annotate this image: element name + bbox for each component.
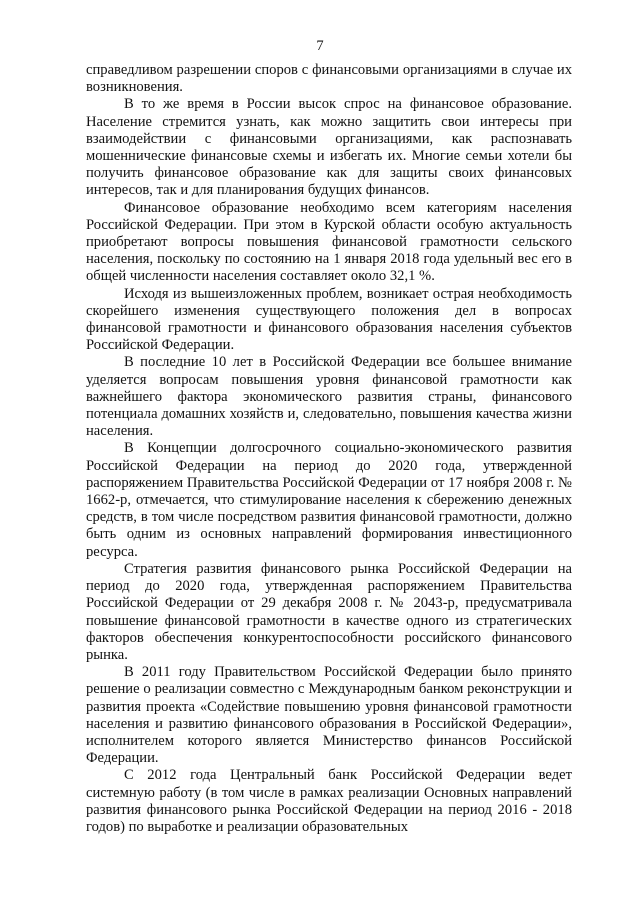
paragraph-continuation: справедливом разрешении споров с финансовыми организациями в случае их возникновения. [86, 62, 572, 96]
paragraph-concept-2020: В Концепции долгосрочного социально-экономического развития Российской Федерации на период до 2020 года, утвержденной распоряжением Правительства Российской Федерации от 17 ноября 2008 г. № 1662-р, отмечается, что стимулирование населения к сбережению денежных средств, в том числе посредством развития финансовой грамотности, должно быть одним из основных направлений формирования инвестиционного ресурса. [86, 440, 572, 560]
document-body [86, 62, 572, 836]
paragraph-kursk-rural-population: Финансовое образование необходимо всем категориям населения Российской Федерации. При этом в Курской области особую актуальность приобретают вопросы повышения финансовой грамотности сельского населения, поскольку по состоянию на 1 января 2018 года удельный вес его в общей численности населения составляет около 32,1 %. [86, 199, 572, 285]
paragraph-strategy-2020: Стратегия развития финансового рынка Российской Федерации на период до 2020 года, утвержденная распоряжением Правительства Российской Федерации от 29 декабря 2008 г. № 2043-р, предусматривала повышение финансовой грамотности в качестве одного из стратегических факторов обеспечения конкурентоспособности российского финансового рынка. [86, 560, 572, 663]
paragraph-central-bank-2012: С 2012 года Центральный банк Российской Федерации ведет системную работу (в том числе в рамках реализации Основных направлений развития финансового рынка Российской Федерации на период 2016 - 2018 годов) по выработке и реализации образовательных [86, 767, 572, 835]
paragraph-last-10-years: В последние 10 лет в Российской Федерации все большее внимание уделяется вопросам повышения уровня финансовой грамотности как важнейшего фактора экономического развития страны, финансового потенциала домашних хозяйств и, следовательно, повышения качества жизни населения. [86, 354, 572, 440]
paragraph-urgent-need: Исходя из вышеизложенных проблем, возникает острая необходимость скорейшего изменения существующего положения дел в вопросах финансовой грамотности и финансового образования населения субъектов Российской Федерации. [86, 285, 572, 354]
page-number: 7 [316, 38, 324, 54]
paragraph-demand-financial-education: В то же время в России высок спрос на финансовое образование. Население стремится узнать, как можно защитить свои интересы при взаимодействии с финансовыми организациями, как распознавать мошеннические финансовые схемы и избегать их. Многие семьи хотели бы получить финансовое образование как для защиты своих финансовых интересов, так и для планирования будущих финансов. [86, 96, 572, 199]
paragraph-2011-project: В 2011 году Правительством Российской Федерации было принято решение о реализации совместно с Международным банком реконструкции и развития проекта «Содействие повышению уровня финансовой грамотности населения и развитию финансового образования в Российской Федерации», исполнителем которого является Министерство финансов Российской Федерации. [86, 664, 572, 767]
